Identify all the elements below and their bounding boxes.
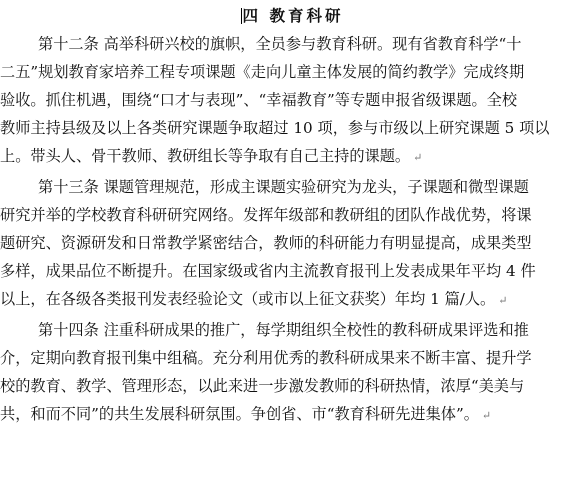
paragraph-3-line-2: 介，定期向教育报刊集中组稿。充分利用优秀的教科研成果来不断丰富、提升学	[0, 349, 532, 367]
paragraph-2-line-4: 多样，成果品位不断提升。在国家级或省内主流教育报刊上发表成果年平均 4 件	[0, 262, 536, 280]
paragraph-1-line-3: 验收。抓住机遇，围绕“口才与表现”、“幸福教育”等专题申报省级课题。全校	[0, 91, 518, 109]
paragraph-3-line-4	[0, 404, 584, 428]
paragraph-mark-icon: ↵	[481, 409, 492, 422]
paragraph-3-line-4-text: 共，和而不同”的共生发展科研氛围。争创省、市“教育科研先进集体”。	[0, 405, 479, 423]
paragraph-mark-icon: ↵	[498, 294, 508, 307]
paragraph-mark-icon: ↵	[413, 151, 423, 164]
paragraph-1-line-5-text: 上。带头人、骨干教师、教研组长等争取有自己主持的课题。	[0, 147, 411, 165]
section-heading	[0, 5, 584, 27]
paragraph-1-line-5	[0, 146, 584, 170]
paragraph-2-line-5	[0, 289, 584, 313]
paragraph-3-line-3: 校的教育、教学、管理形态，以此来进一步激发教师的科研热情，浓厚“美美与	[0, 377, 525, 395]
section-heading-text: 四 教育科研	[242, 6, 344, 25]
paragraph-1-line-1: 第十二条 高举科研兴校的旗帜，全员参与教育科研。现有省教育科学“十	[38, 35, 522, 53]
paragraph-2-line-3: 题研究、资源研发和日常教学紧密结合，教师的科研能力有明显提高，成果类型	[0, 234, 532, 252]
paragraph-3-line-1: 第十四条 注重科研成果的推广，每学期组织全校性的教科研成果评选和推	[38, 321, 529, 339]
text-cursor	[241, 8, 242, 24]
paragraph-2-line-1: 第十三条 课题管理规范，形成主课题实验研究为龙头，子课题和微型课题	[38, 178, 529, 196]
paragraph-1-line-2: 二五”规划教育家培养工程专项课题《走向儿童主体发展的简约教学》完成终期	[0, 63, 525, 81]
paragraph-2-line-5-text: 以上，在各级各类报刊发表经验论文（或市以上征文获奖）年均 1 篇/人。	[0, 290, 496, 308]
paragraph-1-line-4: 教师主持县级及以上各类研究课题争取超过 10 项，参与市级以上研究课题 5 项以	[0, 119, 550, 137]
paragraph-2-line-2: 研究并举的学校教育科研研究网络。发挥年级部和教研组的团队作战优势，将课	[0, 206, 532, 224]
